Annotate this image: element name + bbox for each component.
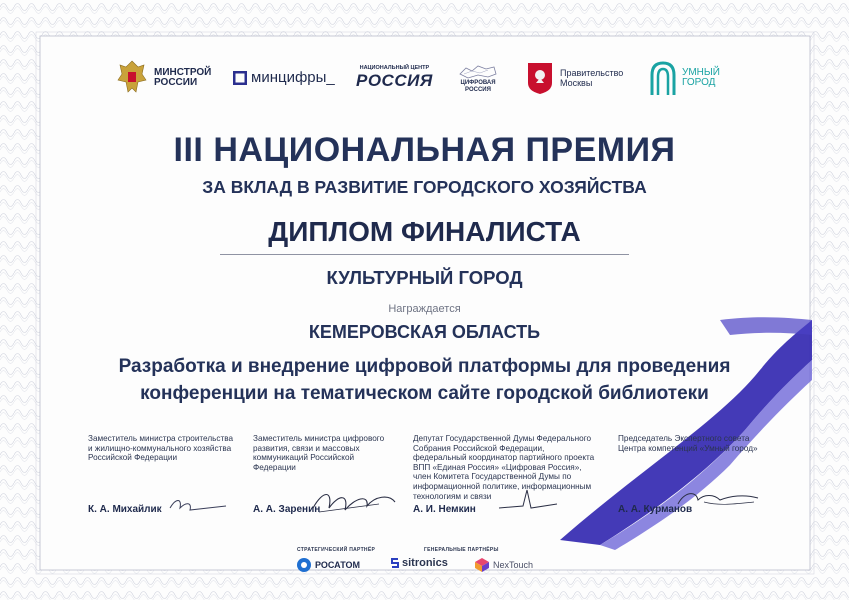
signatory-4: [618, 434, 768, 515]
smart-city-text: УМНЫЙ ГОРОД: [682, 66, 720, 88]
project-line-2: конференции на тематическом сайте городской библиотеки: [140, 383, 709, 404]
rosatom-text: РОСАТОМ: [315, 560, 360, 570]
signatory-name: А. А. Курманов: [618, 504, 693, 515]
signatory-2: [253, 434, 393, 515]
signatory-name: А. И. Немкин: [413, 504, 476, 515]
general-partners-label: ГЕНЕРАЛЬНЫЕ ПАРТНЁРЫ: [424, 547, 499, 553]
digital-russia-logo: [453, 55, 503, 100]
signature-2: [309, 488, 399, 518]
national-center-logo: [356, 55, 433, 100]
project-description: [60, 353, 789, 407]
moscow-gov-text: Правительство Москвы: [560, 67, 624, 88]
awardee-region: КЕМЕРОВСКАЯ ОБЛАСТЬ: [308, 322, 541, 342]
divider: [220, 254, 629, 255]
mintsifry-logo-text: минцифры_: [251, 69, 335, 86]
signature-4: [674, 486, 764, 516]
nextouch-text: NexTouch: [493, 560, 534, 570]
moscow-gov-logo: [526, 55, 630, 100]
national-center-line1: НАЦИОНАЛЬНЫЙ ЦЕНТР: [359, 64, 430, 71]
smart-city-arch-icon: [648, 59, 678, 97]
strategic-partner-label: СТРАТЕГИЧЕСКИЙ ПАРТНЁР: [297, 547, 376, 553]
logo-row: [108, 55, 748, 100]
moscow-coat-of-arms-icon: [526, 61, 554, 95]
sitronics-s-icon: [390, 557, 400, 569]
signatory-position: Депутат Государственной Думы Федерального Собрания Российской Федерации, федеральный координатор партийного проекта ВПП «Единая Россия» «Цифровая Россия», член Комитета Государственной Думы по информационной политике, информационным технологиям и связи: [413, 434, 595, 501]
partners-row: [0, 547, 849, 597]
signatory-name: К. А. Михайлик: [88, 504, 162, 515]
digital-russia-map-icon: [458, 62, 498, 80]
coat-of-arms-icon: [114, 58, 150, 98]
project-line-1: Разработка и внедрение цифровой платформы для проведения: [118, 356, 731, 377]
minstroy-logo: [114, 55, 212, 100]
digital-russia-text: ЦИФРОВАЯ РОССИЯ: [460, 79, 496, 93]
minstroy-logo-text: МИНСТРОЙ РОССИИ: [154, 66, 212, 88]
sitronics-text: sitronics: [402, 557, 448, 569]
nextouch-logo: [474, 557, 533, 573]
mintsifry-logo: [233, 55, 335, 100]
award-subtitle: ЗА ВКЛАД В РАЗВИТИЕ ГОРОДСКОГО ХОЗЯЙСТВА: [202, 177, 647, 197]
diploma-heading: ДИПЛОМ ФИНАЛИСТА: [268, 216, 581, 247]
mintsifry-square-icon: [233, 71, 247, 85]
signatory-3: [413, 434, 598, 515]
nextouch-cube-icon: [474, 557, 490, 573]
smart-city-logo: [648, 55, 724, 100]
awarded-label: Награждается: [388, 303, 461, 315]
signature-3: [493, 486, 563, 516]
signatory-1: [88, 434, 238, 515]
rosatom-atom-icon: [296, 557, 312, 573]
sitronics-logo: [390, 557, 448, 569]
rosatom-logo: [296, 557, 360, 573]
nomination-name: КУЛЬТУРНЫЙ ГОРОД: [326, 267, 523, 288]
signatory-position: Заместитель министра строительства и жилищно-коммунального хозяйства Российской Федерации: [88, 434, 234, 463]
signature-1: [166, 494, 236, 516]
national-center-line2: РОССИЯ: [356, 70, 433, 90]
signatory-name: А. А. Заренин: [253, 504, 321, 515]
award-title: III НАЦИОНАЛЬНАЯ ПРЕМИЯ: [173, 131, 676, 169]
signatory-position: Председатель Экспертного совета Центра компетенций «Умный город»: [618, 434, 758, 453]
signatory-position: Заместитель министра цифрового развития, связи и массовых коммуникаций Российской Федерации: [253, 434, 385, 472]
